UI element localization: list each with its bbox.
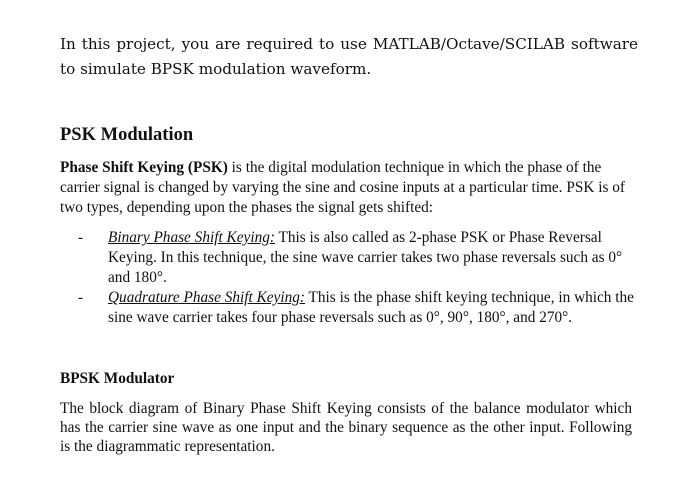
list-item-bpsk [78, 228, 638, 288]
psk-types-list [78, 228, 638, 328]
qpsk-description: This is the phase shift keying technique, in which the sine wave carrier takes four phase reversals such as 0°, 90°, 180°, and 270°. [108, 289, 634, 326]
list-item-qpsk [78, 288, 638, 328]
bullet-dash: - [78, 229, 84, 246]
psk-definition-paragraph [60, 158, 638, 218]
bpsk-modulator-paragraph: The block diagram of Binary Phase Shift Keying consists of the balance modulator which has the carrier sine wave as one input and the binary sequence as the other input. Following is the diagrammatic representation. [60, 400, 632, 455]
bpsk-modulator-heading: BPSK Modulator [60, 370, 175, 387]
bpsk-term-colon: : [269, 229, 275, 246]
intro-paragraph: In this project, you are required to use MATLAB/Octave/SCILAB software to simulate BPSK modulation waveform. [60, 35, 638, 78]
bullet-dash: - [78, 289, 84, 306]
psk-section-heading: PSK Modulation [60, 125, 194, 145]
psk-definition-text: is the digital modulation technique in which the phase of the carrier signal is changed by varying the sine and cosine inputs at a particular time. PSK is of two types, depending upon the phases the signal gets shifted: [60, 159, 625, 216]
qpsk-term: Quadrature Phase Shift Keying: [108, 289, 305, 306]
bpsk-term: Binary Phase Shift Keying [108, 229, 270, 246]
psk-term-bold: Phase Shift Keying (PSK) [60, 159, 228, 176]
bpsk-description: This is also called as 2-phase PSK or Phase Reversal Keying. In this technique, the sine wave carrier takes two phase reversals such as 0° and 180°. [108, 229, 623, 286]
